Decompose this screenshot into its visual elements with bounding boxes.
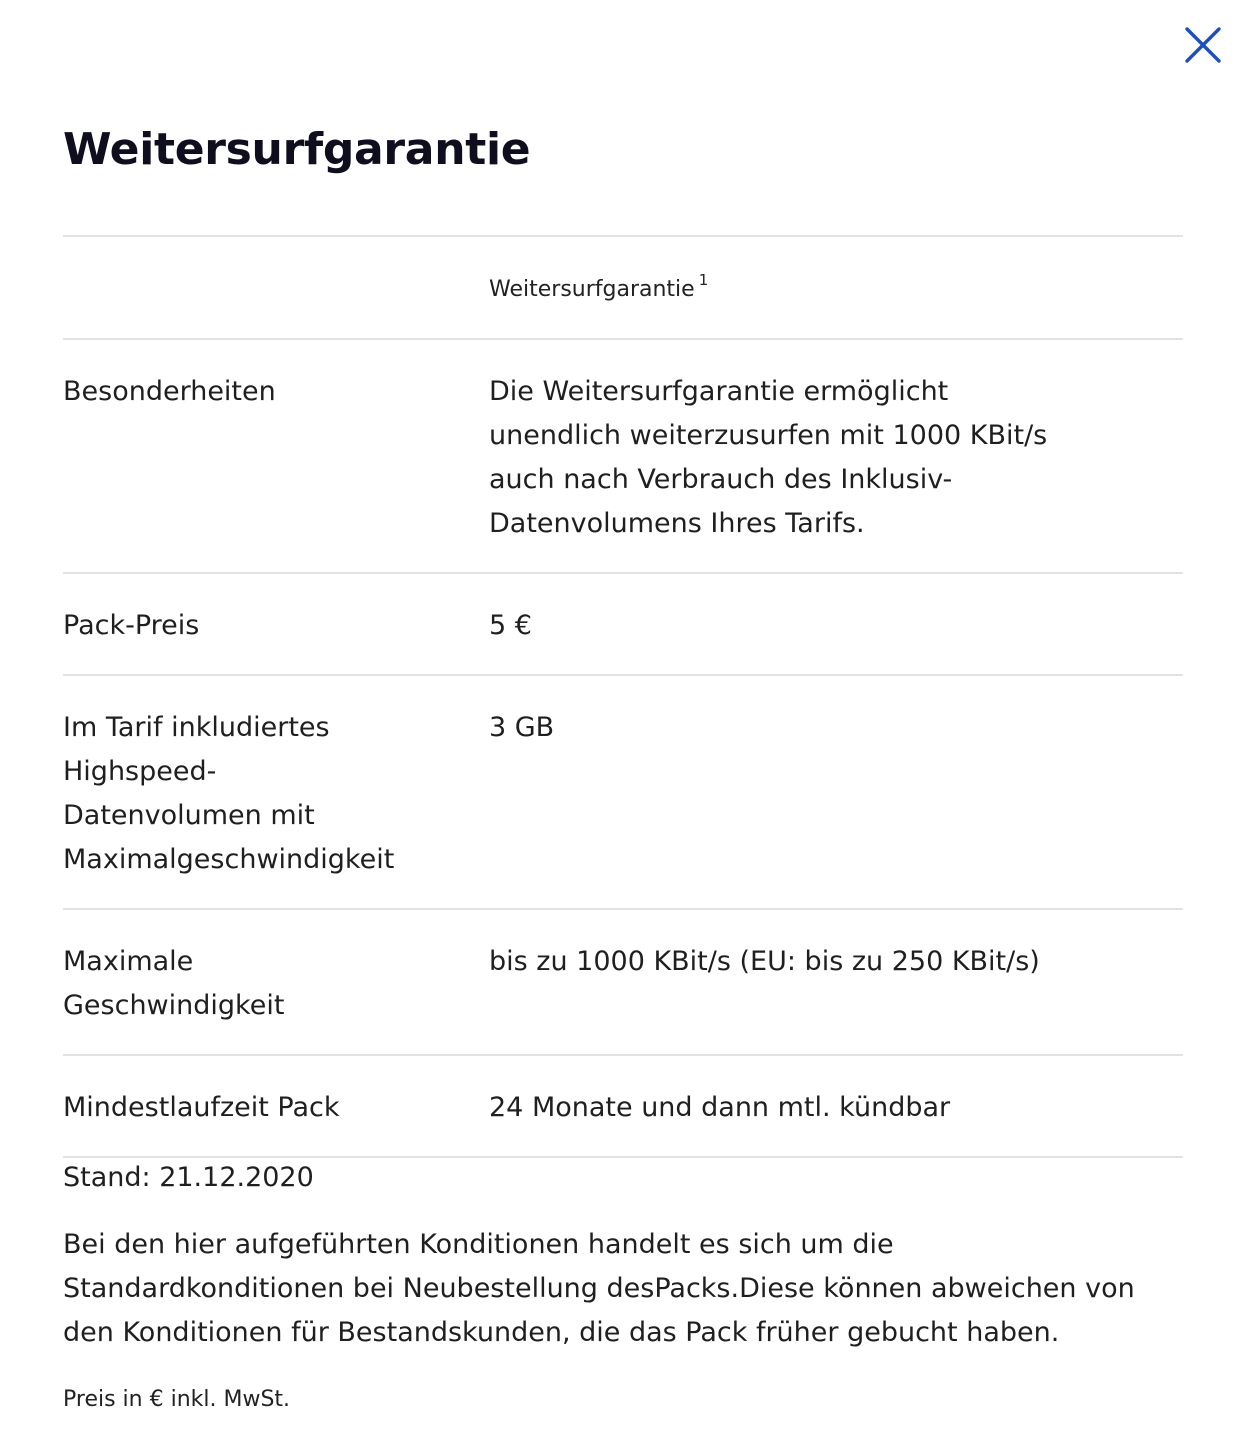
value-line: Die Weitersurfgarantie ermöglicht [489,376,949,407]
note-line: den Konditionen für Bestandskunden, die das Pack früher gebucht haben. [63,1317,1060,1348]
row-value: 3 GB [489,712,555,743]
note-line: Standardkonditionen bei Neubestellung desPacks.Diese können abweichen von [63,1273,1135,1304]
row-value: 24 Monate und dann mtl. kündbar [489,1092,951,1123]
dialog-title: Weitersurfgarantie [63,124,531,175]
label-line: Maximale [63,946,194,977]
stand-date: Stand: 21.12.2020 [63,1162,314,1193]
value-line: Datenvolumens Ihres Tarifs. [489,508,865,539]
row-label: Besonderheiten [63,376,276,407]
label-line: Maximalgeschwindigkeit [63,844,395,875]
table-row-pack-preis [63,574,1183,676]
row-value: 5 € [489,610,532,641]
label-line: Im Tarif inkludiertes [63,712,330,743]
row-label: Mindestlaufzeit Pack [63,1092,340,1123]
row-value [489,370,1183,572]
row-label [63,940,489,1054]
row-value: bis zu 1000 KBit/s (EU: bis zu 250 KBit/s) [489,946,1040,977]
footnote-marker: 1 [698,271,709,289]
table-row-geschwindigkeit [63,910,1183,1056]
table-row-datenvolumen [63,676,1183,910]
label-line: Geschwindigkeit [63,990,285,1021]
label-line: Datenvolumen mit [63,800,315,831]
conditions-note [63,1223,1183,1355]
conditions-table [63,235,1183,1158]
row-label [63,706,489,908]
value-line: auch nach Verbrauch des Inklusiv- [489,464,953,495]
label-line: Highspeed- [63,756,217,787]
table-header-row [63,237,1183,340]
table-row-besonderheiten [63,340,1183,574]
row-label: Pack-Preis [63,610,200,641]
price-note: Preis in € inkl. MwSt. [63,1387,291,1412]
value-line: unendlich weiterzusurfen mit 1000 KBit/s [489,420,1048,451]
table-row-mindestlaufzeit [63,1056,1183,1158]
header-product-name: Weitersurfgarantie [489,277,695,302]
close-icon [1178,20,1228,70]
header-label-cell [63,275,489,338]
header-value-cell [489,271,1183,338]
close-button[interactable] [1178,20,1228,70]
note-line: Bei den hier aufgeführten Konditionen handelt es sich um die [63,1229,894,1260]
